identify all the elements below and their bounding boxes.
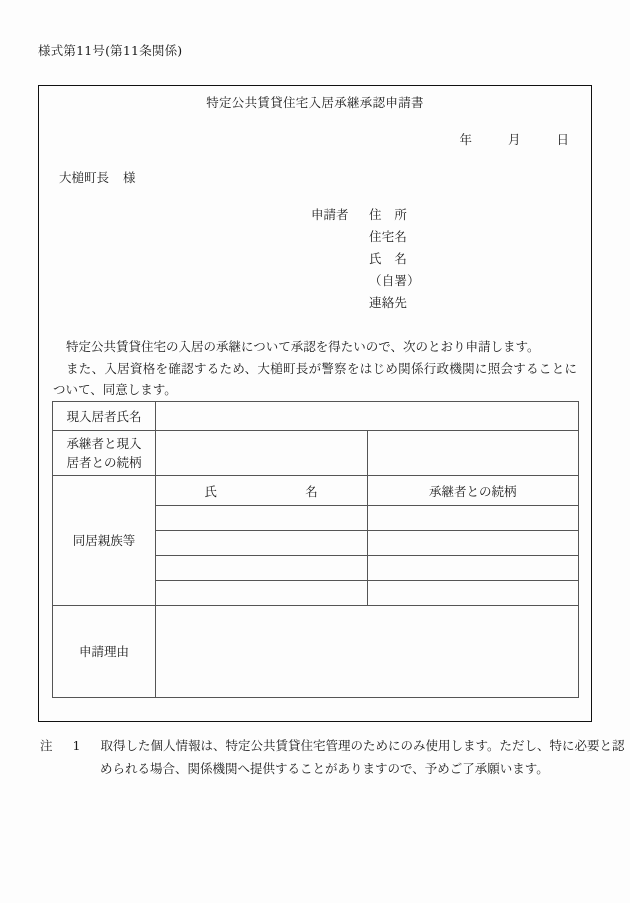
label-current-resident-text: 現入居者氏名 — [66, 408, 142, 424]
footer-note-text-1: 取得した個人情報は、特定公共賃貸住宅管理のためにのみ使用します。ただし、特に必要と認 — [100, 738, 625, 753]
input-cohabitant-relation-4[interactable] — [367, 581, 579, 606]
table-row-cohabitants-header — [53, 476, 579, 506]
label-relationship-line2: 居者との続柄 — [66, 455, 142, 470]
label-cohabitants-text: 同居親族等 — [72, 533, 136, 548]
footer-note-number: 1 — [72, 738, 81, 753]
input-relationship-right[interactable] — [367, 431, 579, 476]
document-title: 特定公共賃貸住宅入居承継承認申請書 — [206, 95, 424, 110]
label-reason — [53, 606, 156, 698]
applicant-block — [311, 205, 420, 315]
form-frame-inner — [39, 86, 591, 721]
applicant-row-name — [311, 249, 420, 271]
input-cohabitant-relation-2[interactable] — [367, 531, 579, 556]
body-text — [53, 336, 577, 401]
table-row-current-resident — [53, 402, 579, 431]
applicant-field-signature-label[interactable]: （自署） — [369, 273, 420, 288]
applicant-row-contact — [311, 293, 420, 315]
input-relationship-left[interactable] — [156, 431, 368, 476]
form-number: 様式第11号(第11条関係) — [38, 43, 183, 58]
applicant-row-housing-name — [311, 227, 420, 249]
input-cohabitant-relation-1[interactable] — [367, 506, 579, 531]
label-relationship — [53, 431, 156, 476]
applicant-field-housing-name-label[interactable]: 住宅名 — [369, 229, 408, 244]
input-cohabitant-name-3[interactable] — [156, 556, 368, 581]
body-paragraph-2: また、入居資格を確認するため、大槌町長が警察をはじめ関係行政機関に照会することについて、同意します。 — [53, 361, 577, 397]
header-name-part1: 氏 — [204, 483, 218, 499]
addressee — [59, 168, 136, 186]
label-relationship-line1: 承継者と現入 — [66, 436, 142, 451]
label-current-resident — [53, 402, 156, 431]
input-cohabitant-name-4[interactable] — [156, 581, 368, 606]
addressee-recipient: 大槌町長 — [59, 170, 110, 185]
form-frame — [38, 85, 592, 722]
date-month-label: 月 — [508, 132, 521, 147]
input-current-resident-name[interactable] — [156, 402, 579, 431]
applicant-row-address — [311, 205, 420, 227]
applicant-row-signature — [311, 271, 420, 293]
application-table — [52, 401, 579, 698]
header-name-part2: 名 — [305, 483, 318, 499]
addressee-honorific: 様 — [123, 170, 136, 185]
input-reason[interactable] — [156, 606, 579, 698]
body-paragraph-1: 特定公共賃貸住宅の入居の承継について承認を得たいので、次のとおり申請します。 — [66, 339, 540, 354]
table-row-reason — [53, 606, 579, 698]
input-cohabitant-name-1[interactable] — [156, 506, 368, 531]
header-cohabitant-name — [156, 476, 368, 506]
applicant-field-address-label[interactable]: 住 所 — [369, 207, 408, 222]
date-year-label: 年 — [459, 132, 473, 147]
table-row-relationship — [53, 431, 579, 476]
footer-note-line-1 — [40, 734, 625, 757]
label-reason-text: 申請理由 — [78, 644, 129, 659]
header-cohabitant-relation: 承継者との続柄 — [367, 476, 579, 506]
footer-note-line-2: められる場合、関係機関へ提供することがありますので、予めご了承願います。 — [100, 761, 549, 776]
footer-note — [40, 734, 625, 780]
date-line — [460, 130, 569, 148]
applicant-heading: 申請者 — [311, 207, 349, 222]
applicant-field-name-label[interactable]: 氏 名 — [369, 251, 408, 266]
input-cohabitant-name-2[interactable] — [156, 531, 368, 556]
input-cohabitant-relation-3[interactable] — [367, 556, 579, 581]
applicant-field-contact-label[interactable]: 連絡先 — [369, 295, 408, 310]
label-cohabitants — [53, 476, 156, 606]
date-day-label: 日 — [556, 132, 569, 147]
footer-note-mark: 注 — [40, 738, 53, 753]
